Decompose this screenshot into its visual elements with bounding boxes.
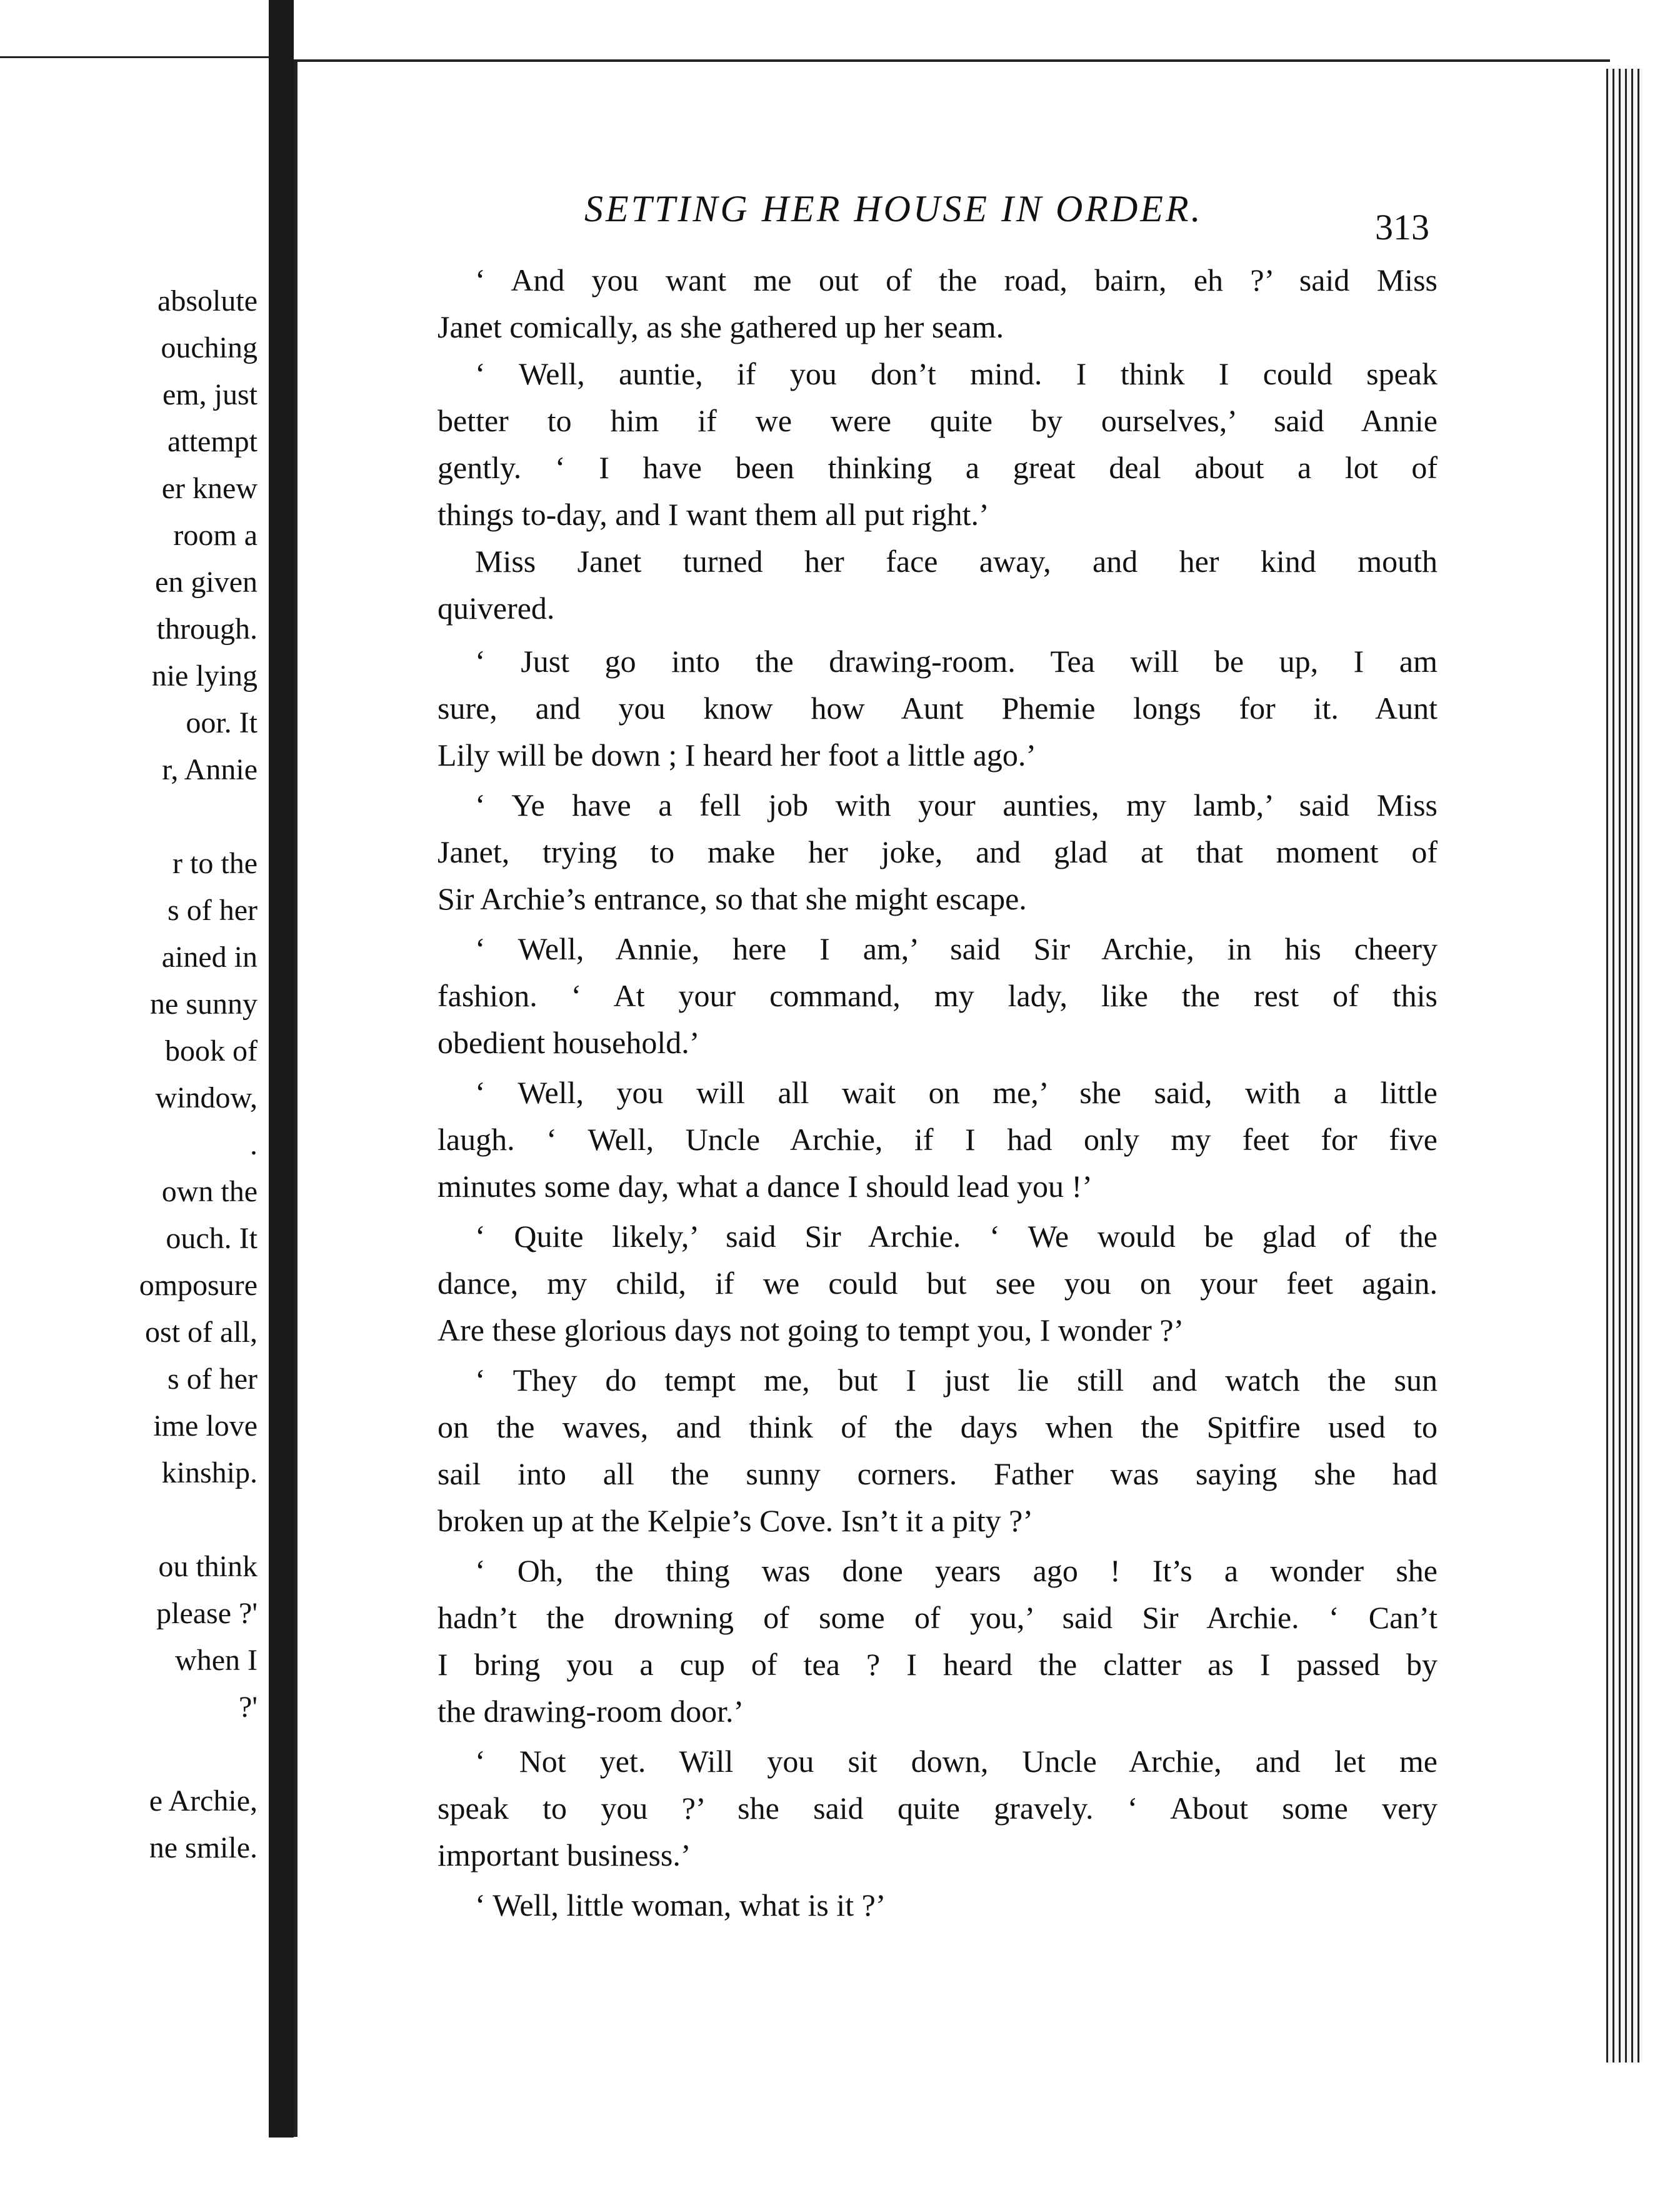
left-line: s of her	[168, 894, 258, 927]
book-gutter	[269, 0, 294, 2138]
text-line: sail into all the sunny corners. Father was saying she had	[438, 1456, 1438, 1491]
text-line: dance, my child, if we could but see you on your feet again.	[438, 1266, 1438, 1301]
left-line: when I	[175, 1644, 258, 1677]
text-line: ‘ Oh, the thing was done years ago ! It’s a wonder she	[475, 1553, 1438, 1588]
left-line: omposure	[139, 1269, 258, 1302]
text-line: ‘ Quite likely,’ said Sir Archie. ‘ We would be glad of the	[475, 1219, 1438, 1254]
text-line: ‘ They do tempt me, but I just lie still and watch the sun	[475, 1362, 1438, 1398]
text-line: Sir Archie’s entrance, so that she might escape.	[438, 881, 1027, 916]
text-line: Lily will be down ; I heard her foot a little ago.’	[438, 738, 1037, 772]
left-line: attempt	[168, 425, 258, 458]
left-line: ou think	[158, 1550, 258, 1583]
text-line: obedient household.’	[438, 1025, 700, 1060]
left-line: through.	[156, 612, 258, 646]
left-line: r to the	[172, 847, 258, 880]
text-line: ‘ Well, little woman, what is it ?’	[475, 1888, 886, 1922]
left-line: ouch. It	[166, 1222, 258, 1255]
text-line: important business.’	[438, 1838, 691, 1872]
left-line: s of her	[168, 1362, 258, 1396]
left-line: r, Annie	[162, 753, 258, 786]
left-line: kinship.	[161, 1456, 258, 1489]
left-line: absolute	[158, 284, 258, 318]
previous-page-fragment	[0, 56, 269, 2139]
text-line: things to-day, and I want them all put right.’	[438, 497, 989, 532]
text-line: ‘ And you want me out of the road, bairn, eh ?’ said Miss	[475, 262, 1438, 298]
text-line: ‘ Not yet. Will you sit down, Uncle Archie, and let me	[475, 1744, 1438, 1779]
left-line: room a	[173, 519, 258, 552]
text-line: ‘ Well, you will all wait on me,’ she said, with a little	[475, 1075, 1438, 1110]
text-line: hadn’t the drowning of some of you,’ said Sir Archie. ‘ Can’t	[438, 1600, 1438, 1635]
left-line: own the	[161, 1175, 258, 1208]
text-line: ‘ Just go into the drawing-room. Tea will be up, I am	[475, 644, 1438, 679]
left-line: en given	[155, 566, 258, 599]
text-line: sure, and you know how Aunt Phemie longs for it. Aunt	[438, 691, 1438, 726]
left-line: ?'	[239, 1691, 258, 1724]
text-line: speak to you ?’ she said quite gravely. ‘ About some very	[438, 1791, 1438, 1826]
left-line: ne sunny	[150, 988, 258, 1021]
text-line: Janet comically, as she gathered up her seam.	[438, 309, 1004, 344]
left-line: e Archie,	[149, 1784, 258, 1818]
text-line: ‘ Well, Annie, here I am,’ said Sir Archie, in his cheery	[475, 931, 1438, 966]
text-line: quivered.	[438, 591, 555, 626]
text-line: the drawing-room door.’	[438, 1694, 744, 1729]
text-line: gently. ‘ I have been thinking a great deal about a lot of	[438, 450, 1438, 485]
left-line: ouching	[161, 331, 258, 364]
page-number: 313	[1375, 207, 1429, 248]
text-line: better to him if we were quite by ourselves,’ said Annie	[438, 403, 1438, 438]
left-line: window,	[155, 1081, 258, 1114]
left-line: er knew	[161, 472, 258, 505]
left-line: .	[250, 1128, 258, 1161]
text-line: ‘ Ye have a fell job with your aunties, my lamb,’ said Miss	[475, 788, 1438, 822]
text-line: ‘ Well, auntie, if you don’t mind. I think I could speak	[475, 356, 1438, 391]
left-line: oor. It	[186, 706, 258, 739]
text-line: fashion. ‘ At your command, my lady, like the rest of this	[438, 978, 1438, 1013]
text-line: laugh. ‘ Well, Uncle Archie, if I had only my feet for five	[438, 1122, 1438, 1157]
text-line: Are these glorious days not going to tempt you, I wonder ?’	[438, 1312, 1184, 1348]
left-line: please ?'	[156, 1597, 258, 1630]
text-line: Miss Janet turned her face away, and her kind mouth	[475, 544, 1438, 579]
left-line: ne smile.	[149, 1831, 258, 1864]
left-line: ained in	[161, 941, 258, 974]
running-head: SETTING HER HOUSE IN ORDER.	[584, 188, 1203, 229]
text-line: on the waves, and think of the days when the Spitfire used to	[438, 1409, 1438, 1444]
left-line: nie lying	[151, 659, 258, 692]
left-line: book of	[165, 1034, 258, 1068]
text-line: minutes some day, what a dance I should lead you !’	[438, 1169, 1092, 1204]
text-line: I bring you a cup of tea ? I heard the clatter as I passed by	[438, 1647, 1438, 1682]
text-line: Janet, trying to make her joke, and glad at that moment of	[438, 834, 1438, 869]
left-line: ime love	[153, 1409, 258, 1442]
page-edges	[1606, 69, 1642, 2062]
left-line: ost of all,	[145, 1316, 258, 1349]
left-line: em, just	[162, 378, 258, 411]
text-line: broken up at the Kelpie’s Cove. Isn’t it a pity ?’	[438, 1503, 1034, 1538]
